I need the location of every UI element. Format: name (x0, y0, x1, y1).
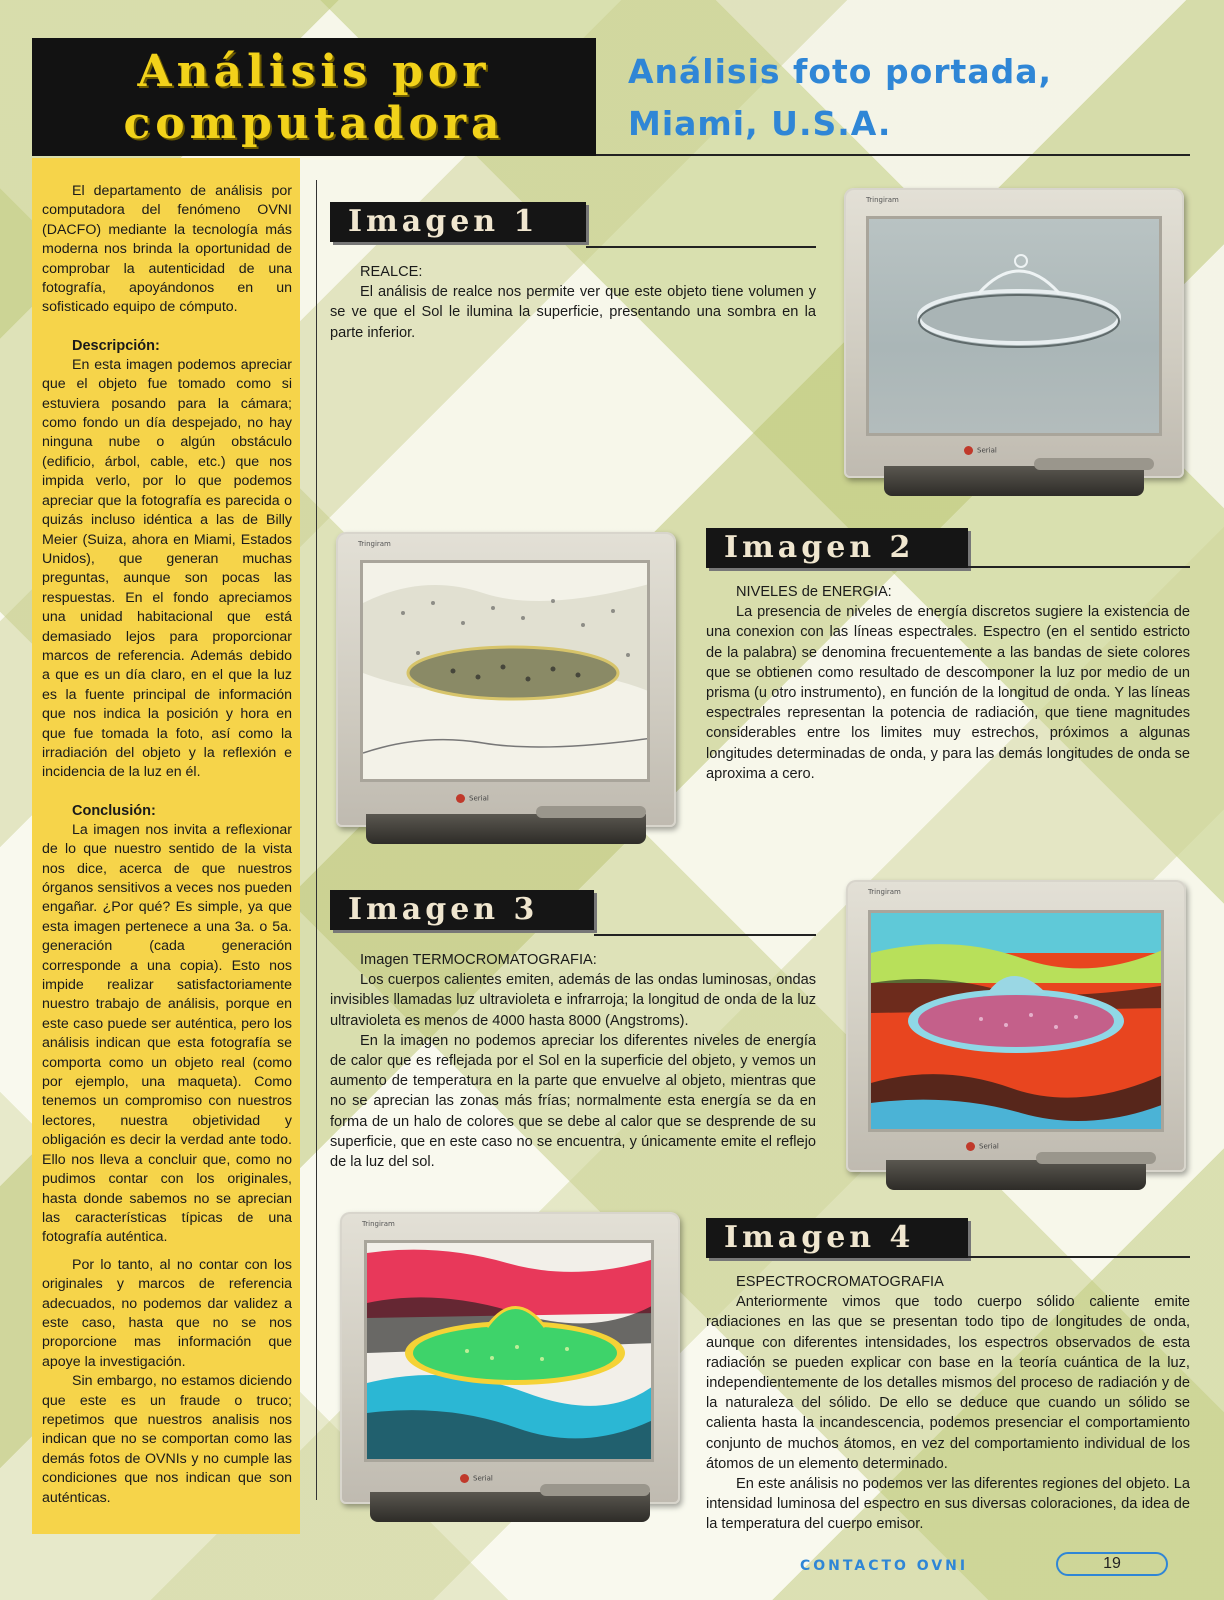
screen-realce (866, 216, 1162, 436)
screen-termocromatografia (868, 910, 1164, 1132)
footer-page-number: 19 (1056, 1552, 1168, 1576)
title-line-1: Análisis por (137, 46, 491, 97)
ufo-realce-image (869, 219, 1162, 436)
conclusion-text-3: Sin embargo, no estamos diciendo que este es un fraude o truco; repetimos que nuestros analisis nos indican que no se comportan como las demás fotos de OVNIs y no cumple las condiciones que nos indican que son auténticas. (42, 1373, 292, 1506)
imagen-3-heading: Imagen TERMOCROMATOGRAFIA: (360, 952, 597, 968)
imagen-3-body-2: En la imagen no podemos apreciar los diferentes niveles de energía de calor que es reflejada por el Sol en la superficie del objeto, y vemos un aumento de temperatura en la parte que envuelve al objeto, mientras que no se aprecian las zonas más frías; normalmente esta energía se da en forma de un halo de colores que se debe al calor que se desprende de su superficie, que en este caso no se encuentra, y únicamente emite el reflejo de la luz del sol. (330, 1032, 816, 1171)
descripcion-text: En esta imagen podemos apreciar que el objeto fue tomado como si estuviera posando para la cámara; como fondo un día despejado, no hay ninguna nube o algún obstáculo (edificio, árbol, cable, etc.) que nos impida verlo, por lo que podemos apreciar que la fotografía es parecida o quizás incluso idéntica a las de Billy Meier (Suiza, ahora en Miami, Estados Unidos), que generan muchas preguntas, aunque son pocas las respuestas. En el fondo apreciamos una unidad habitacional que está demasiado lejos para proporcionar marcos de referencia. Además debido a que es un día claro, en el que la luz es la fuente principal de información que nos indica la posición y hora en que fue tomada la foto, así como la irradiación del objeto y la reflexión e incidencia de la luz en él. (42, 356, 292, 781)
subtitle-line-1: Análisis foto portada, (628, 52, 1053, 91)
imagen-3-body-1: Los cuerpos calientes emiten, además de las ondas luminosas, ondas invisibles llamadas luz ultravioleta e infrarroja; la longitud de onda de la luz ultravioleta es menos de 4000 hasta 8000 (Angstroms). (330, 972, 816, 1029)
ufo-espectro-image (367, 1243, 654, 1462)
screen-niveles (360, 560, 650, 782)
screen-espectrocromatografia (364, 1240, 654, 1462)
descripcion-heading: Descripción: (72, 337, 160, 354)
imagen-4-label: Imagen 4 (706, 1218, 968, 1258)
sidebar-intro: El departamento de análisis por computadora del fenómeno OVNI (DACFO) mediante la tecnología más moderna nos brinda la oportunidad de comprobar la autenticidad de una fotografía, apoyándonos en un sofisticado equipo de cómputo. (42, 183, 292, 316)
imagen-4-body-1: Anteriormente vimos que todo cuerpo sólido caliente emite radiaciones en las que se presentan todo tipo de longitudes de onda, aunque con diferentes intensidades, los espectros observados de esta radiación se pueden explicar con base en la teoría cuántica de la luz, independientemente de los detalles mismos del proceso de radiación y de la naturaleza del sólido. De ello se deduce que cuando un sólido se calienta hasta la incandescencia, podemos presenciar el comportamiento conjunto de muchos átomos, en vez del comportamiento individual de los átomos de un elemento determinado. (706, 1294, 1190, 1472)
imagen-4-heading: ESPECTROCROMATOGRAFIA (736, 1274, 944, 1290)
monitor-imagen-1: Tringiram Serial (844, 188, 1184, 503)
imagen-1-rule (586, 246, 816, 248)
title-block (32, 38, 596, 156)
sidebar-column (32, 158, 300, 1534)
column-divider (316, 180, 317, 1500)
conclusion-heading: Conclusión: (72, 802, 156, 819)
header-rule (596, 154, 1190, 156)
imagen-1-heading: REALCE: (360, 264, 423, 280)
monitor-imagen-2: Tringiram Serial (336, 532, 676, 852)
imagen-4-body-2: En este análisis no podemos ver las diferentes regiones del objeto. La intensidad luminosa del espectro en sus diversas coloraciones, da idea de la temperatura del cuerpo emisor. (706, 1476, 1190, 1533)
imagen-4-rule (968, 1256, 1190, 1258)
monitor-imagen-3: Tringiram Serial (846, 880, 1186, 1198)
imagen-2-text (706, 582, 1190, 784)
imagen-1-body: El análisis de realce nos permite ver que este objeto tiene volumen y se ve que el Sol le ilumina la superficie, presentando una sombra en la parte inferior. (330, 284, 816, 341)
imagen-1-label: Imagen 1 (330, 202, 586, 242)
imagen-2-body: La presencia de niveles de energía discretos sugiere la existencia de una conexion con las líneas espectrales. Espectro (en el sentido estricto de la palabra) se denomina frecuentemente a las bandas de siete colores que se obtienen como resultado de descomponer la luz por medio de un prisma (u otro instrumento), en función de la longitud de onda. Y las líneas espectrales representan la potencia de radiación, que tiene magnitudes considerables entre los limites muy estrechos, próximos a algunas longitudes determinadas de onda, y para las demás longitudes de onda se aproxima a cero. (706, 604, 1190, 782)
title-line-2: computadora (123, 98, 505, 149)
footer-magazine-name: CONTACTO OVNI (800, 1558, 969, 1574)
imagen-1-text (330, 262, 816, 343)
subtitle (628, 46, 1168, 150)
imagen-2-heading: NIVELES de ENERGIA: (736, 584, 892, 600)
imagen-3-rule (594, 934, 816, 936)
imagen-3-label: Imagen 3 (330, 890, 594, 930)
ufo-niveles-image (363, 563, 650, 782)
conclusion-text-1: La imagen nos invita a reflexionar de lo que nuestro sentido de la vista nos dice, acerca de que nuestros órganos sensitivos a veces nos pueden engañar. ¿Por qué? Es simple, ya que esta imagen pertenece a una 3a. o 5a. generación (cada generación corresponde a una copia). Esto nos impide realizar satisfactoriamente nuestro trabajo de análisis, porque en este caso puede ser auténtica, pero los análisis indican que esta fotografía se comporta como un objeto real (como por ejemplo, una maqueta). Como tenemos un compromiso con nuestros lectores, nuestra objetividad y obligación es decir la verdad ante todo. Ello nos lleva a concluir que, como no pudimos contar con los originales, hasta donde sabemos no se aprecian las características típicas de una fotografía auténtica. (42, 821, 292, 1246)
monitor-imagen-4: Tringiram Serial (340, 1212, 680, 1530)
ufo-termo-image (871, 913, 1164, 1132)
imagen-2-rule (968, 566, 1190, 568)
imagen-2-label: Imagen 2 (706, 528, 968, 568)
subtitle-line-2: Miami, U.S.A. (628, 104, 892, 143)
imagen-4-text (706, 1272, 1190, 1535)
imagen-3-text (330, 950, 816, 1172)
conclusion-text-2: Por lo tanto, al no contar con los originales y marcos de referencia adecuados, no podemos dar validez a este caso, hasta que no se nos proporcione mas información que apoye la investigación. (42, 1256, 292, 1370)
